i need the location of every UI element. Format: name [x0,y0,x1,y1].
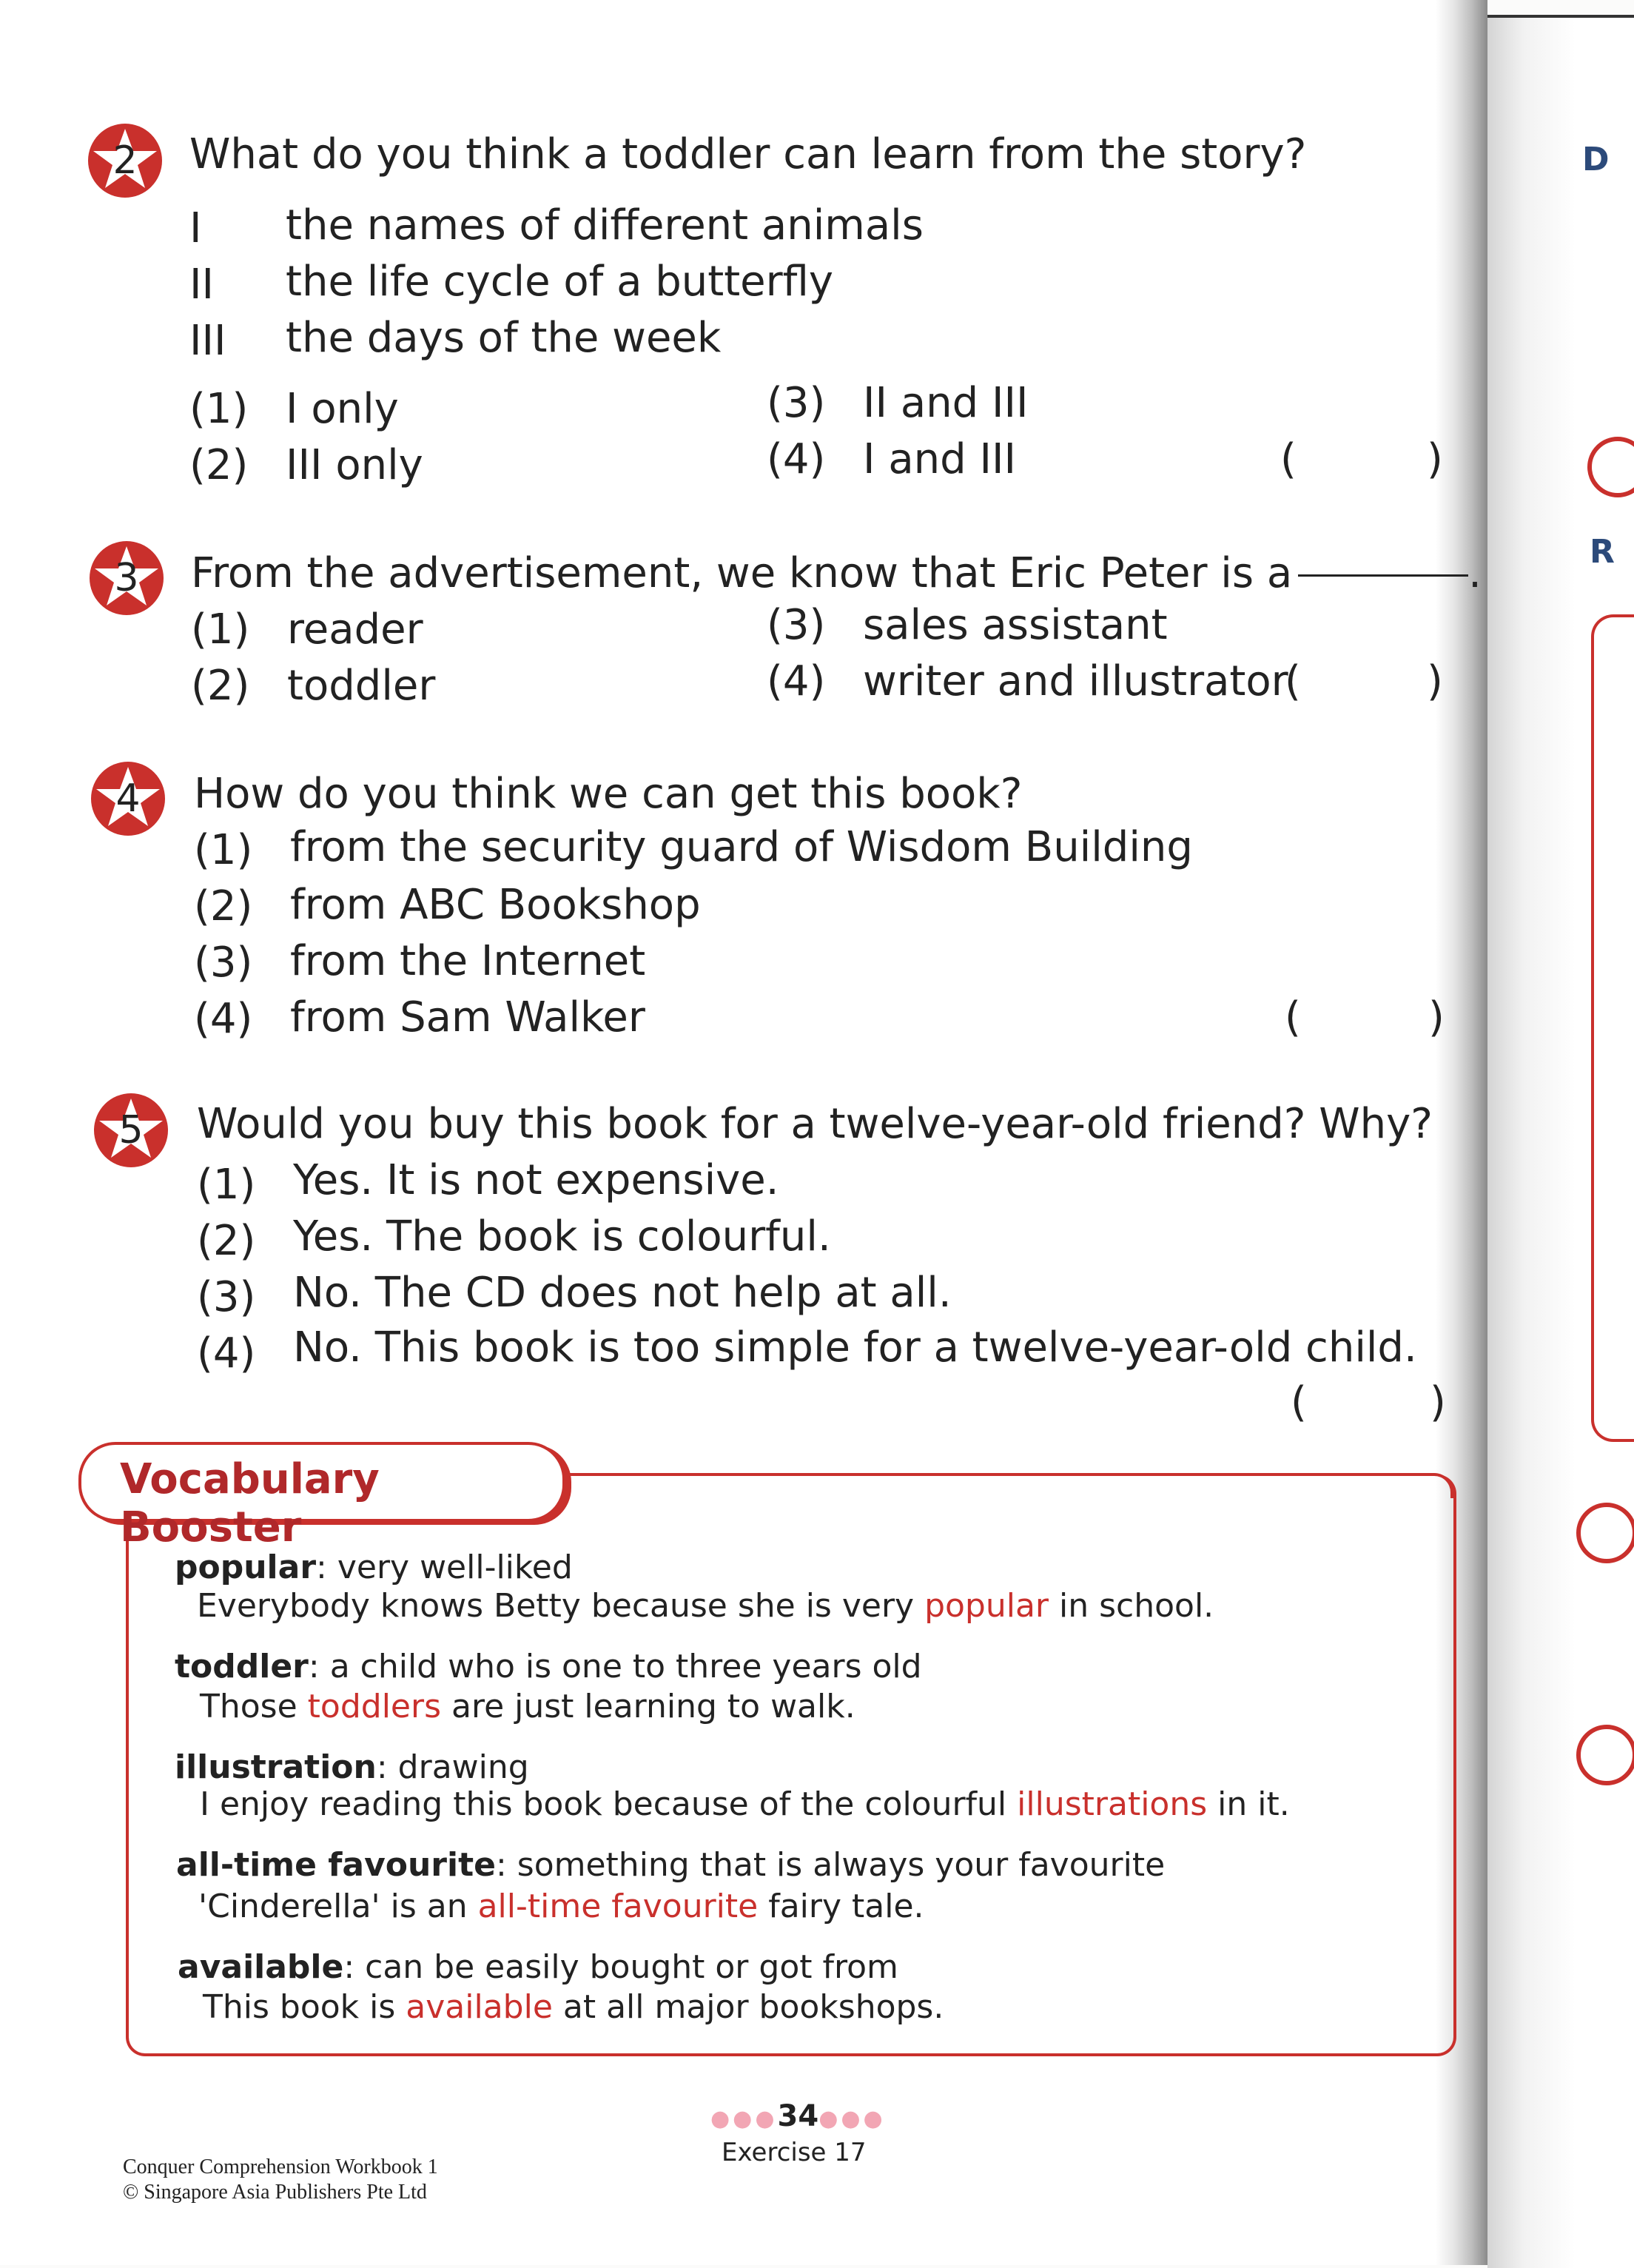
vocabulary-title-tab [78,1442,565,1551]
vocab-term-line [175,1549,573,1586]
page-number-dots-icon: ●●● [710,2106,778,2132]
option-number: (2) [194,882,253,930]
vocab-definition: : can be easily bought or got from [343,1948,898,1986]
option-text[interactable]: III only [286,441,423,489]
question-number: 2 [112,138,138,183]
answer-paren-close: ) [1427,657,1443,705]
vocab-example-after: in school. [1049,1587,1214,1625]
vocab-term-line [175,1748,529,1786]
statement-text: the days of the week [286,314,722,362]
vocabulary-box-top-rule [562,1473,1453,1498]
vocab-example-before: Everybody knows Betty because she is very [197,1587,925,1625]
vocab-definition: : very well-liked [316,1549,573,1586]
option-text[interactable]: I and III [863,435,1017,483]
vocab-example-after: fairy tale. [758,1888,924,1925]
option-number: (1) [197,1161,256,1209]
option-text[interactable]: Yes. The book is colourful. [293,1212,831,1261]
question-text: Would you buy this book for a twelve-year-old friend? Why? [197,1100,1433,1148]
option-text[interactable]: toddler [287,662,436,710]
vocab-term-line [176,1846,1165,1884]
option-text[interactable]: reader [287,605,423,654]
star-badge-icon [86,121,164,200]
option-text[interactable]: No. This book is too simple for a twelve-year-old child. [293,1323,1417,1372]
vocab-example-before: This book is [203,1988,406,2026]
vocab-example-highlight: all-time favourite [477,1888,759,1925]
option-number: (4) [197,1329,256,1378]
answer-paren-open: ( [1291,1378,1307,1426]
question-number: 3 [114,556,139,600]
option-number: (4) [767,435,826,483]
vocab-example [197,1587,1214,1625]
question-number: 5 [118,1108,144,1153]
adjacent-page-box [1591,614,1634,1442]
answer-paren-close: ) [1427,435,1443,483]
question-text-main: From the advertisement, we know that Eric Peter is a [191,549,1293,597]
option-text[interactable]: II and III [863,379,1029,427]
vocab-example [200,1688,855,1725]
option-number: (2) [189,441,249,489]
statement-text: the life cycle of a butterfly [286,258,834,306]
option-number: (2) [191,662,250,710]
answer-paren-open: ( [1280,435,1297,483]
vocab-term: popular [175,1549,317,1586]
statement-roman: II [189,261,215,309]
vocab-example-highlight: available [406,1988,553,2026]
page-number-value: 34 [777,2099,819,2133]
book-title: Conquer Comprehension Workbook 1 [123,2155,438,2178]
vocab-term: illustration [175,1748,377,1786]
option-number: (4) [194,995,253,1043]
vocab-example-highlight: toddlers [307,1688,442,1725]
vocab-example-highlight: illustrations [1017,1785,1208,1823]
vocab-example-after: in it. [1207,1785,1290,1823]
answer-paren-close: ) [1430,1378,1446,1426]
vocab-example-before: Those [200,1688,308,1725]
vocab-example [203,1988,944,2026]
answer-blank[interactable] [1298,574,1468,577]
vocab-definition: : something that is always your favourite [495,1846,1166,1884]
vocab-example-before: I enjoy reading this book because of the colourful [200,1785,1018,1823]
option-number: (3) [767,379,826,427]
exercise-label: Exercise 17 [722,2138,867,2167]
vocab-term-line [178,1948,898,1986]
adjacent-page-letter-d: D [1582,141,1610,178]
option-text[interactable]: from the Internet [290,937,646,985]
adjacent-page-badge [1576,1503,1634,1563]
vocab-example-after: are just learning to walk. [441,1688,855,1725]
option-text[interactable]: from ABC Bookshop [290,881,701,929]
statement-text: the names of different animals [286,201,924,249]
vocab-definition: : drawing [376,1748,529,1786]
option-text[interactable]: No. The CD does not help at all. [293,1269,952,1317]
option-number: (1) [194,826,253,874]
vocab-example [198,1888,924,1925]
option-text[interactable]: sales assistant [863,601,1168,649]
option-number: (2) [197,1217,256,1265]
question-text-end: . [1468,549,1482,597]
option-text[interactable]: from Sam Walker [290,993,645,1041]
option-text[interactable]: writer and illustrator [863,657,1288,705]
vocab-definition: : a child who is one to three years old [308,1648,922,1685]
option-number: (3) [767,601,826,649]
copyright: © Singapore Asia Publishers Pte Ltd [123,2181,427,2204]
statement-roman: III [189,317,226,365]
option-number: (1) [189,385,249,433]
page-number-dots-icon: ●●● [818,2106,886,2132]
statement-roman: I [189,204,202,252]
option-number: (3) [197,1273,256,1321]
star-badge-icon [87,539,166,617]
page-number [710,2099,886,2133]
question-text: What do you think a toddler can learn from the story? [189,130,1307,178]
vocab-example-after: at all major bookshops. [552,1988,944,2026]
answer-paren-close: ) [1428,993,1445,1041]
option-text[interactable]: Yes. It is not expensive. [293,1156,779,1204]
vocabulary-title: Vocabulary Booster [120,1455,380,1551]
adjacent-page-badge [1576,1725,1634,1785]
vocab-term: toddler [175,1648,309,1685]
answer-paren-open: ( [1285,657,1301,705]
option-text[interactable]: I only [286,385,399,433]
option-number: (3) [194,939,253,987]
adjacent-page-letter-r: R [1590,533,1615,571]
star-badge-icon [92,1091,170,1170]
question-text: How do you think we can get this book? [194,770,1023,818]
option-number: (4) [767,657,826,705]
star-badge-icon [89,759,167,838]
vocab-example [200,1785,1290,1823]
vocab-example-before: 'Cinderella' is an [198,1888,478,1925]
option-number: (1) [191,605,250,654]
vocab-term: all-time favourite [176,1846,496,1884]
vocab-term: available [178,1948,344,1986]
vocab-term-line [175,1648,922,1685]
question-text [191,549,1482,597]
question-number: 4 [115,776,141,821]
vocab-example-highlight: popular [924,1587,1049,1625]
answer-paren-open: ( [1285,993,1301,1041]
option-text[interactable]: from the security guard of Wisdom Building [290,823,1193,871]
